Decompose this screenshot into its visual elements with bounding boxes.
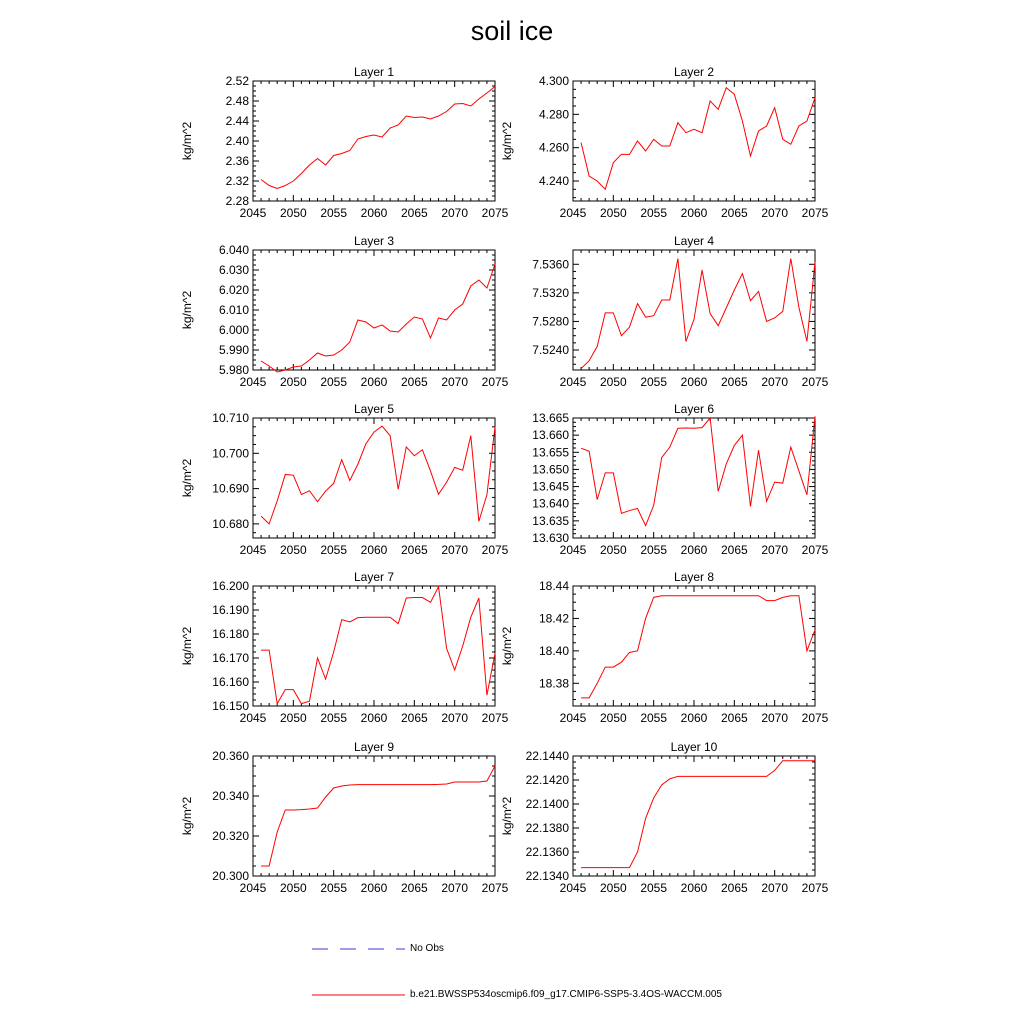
panel-9-frame (253, 756, 495, 876)
panel-3-xtick-label: 2065 (400, 375, 428, 389)
legend-model-line (310, 989, 410, 1001)
panel-4-ytick-label: 7.5280 (532, 314, 569, 329)
panel-7-xtick-label: 2075 (481, 711, 509, 725)
panel-1-ytick-label: 2.48 (225, 94, 249, 108)
panel-3-xtick-label: 2070 (441, 375, 469, 389)
panel-2-ylabel: kg/m^2 (500, 121, 514, 161)
panel-7-title: Layer 7 (353, 570, 395, 584)
panel-4-ytick-label: 7.5320 (532, 285, 569, 300)
panel-10-ytick-label: 22.1440 (525, 749, 569, 763)
panel-6-ytick-label: 13.635 (532, 513, 569, 528)
panel-6-xtick-label: 2045 (559, 543, 587, 557)
figure-title: soil ice (470, 16, 554, 46)
panel-2-xtick-label: 2050 (599, 206, 627, 220)
panel-6-ytick-label: 13.645 (532, 479, 569, 494)
panel-1-xtick-label: 2055 (320, 206, 348, 220)
panel-1-xtick-label: 2050 (279, 206, 307, 220)
panel-10-xtick-label: 2055 (640, 881, 668, 895)
panel-2-ytick-label: 4.260 (538, 140, 569, 155)
panel-2-xtick-label: 2065 (720, 206, 748, 220)
panel-3-ytick-label: 5.980 (218, 363, 249, 377)
panel-6-xtick-label: 2050 (599, 543, 627, 557)
panel-7-xtick-label: 2060 (360, 711, 388, 725)
panel-10-xtick-label: 2065 (720, 881, 748, 895)
panel-1-ytick-label: 2.44 (225, 114, 249, 128)
panel-6-title: Layer 6 (673, 402, 715, 416)
panel-9-ytick-label: 20.320 (212, 829, 249, 843)
panel-7-xtick-label: 2055 (320, 711, 348, 725)
panel-6-ytick-label: 13.655 (532, 445, 569, 460)
panel-5-xtick-label: 2070 (441, 543, 469, 557)
panel-8-xtick-label: 2060 (680, 711, 708, 725)
panel-9-series-line (261, 766, 495, 866)
panel-2-title: Layer 2 (673, 65, 715, 79)
panel-9-xtick-label: 2075 (481, 881, 509, 895)
panel-6-ytick-label: 13.650 (532, 462, 569, 477)
panel-6-ytick-label: 13.640 (532, 496, 569, 511)
panel-5-ytick-label: 10.710 (212, 411, 249, 425)
panel-6-ytick-label: 13.665 (532, 411, 569, 425)
panel-2-xtick-label: 2045 (559, 206, 587, 220)
panel-1-xtick-label: 2070 (441, 206, 469, 220)
panel-8-xtick-label: 2050 (599, 711, 627, 725)
panel-7-frame (253, 586, 495, 706)
panel-9-xtick-label: 2055 (320, 881, 348, 895)
panel-10-series-line (581, 761, 815, 868)
panel-3-ytick-label: 6.040 (218, 243, 249, 257)
panel-1-xtick-label: 2060 (360, 206, 388, 220)
panel-8-ytick-label: 18.40 (538, 643, 569, 658)
panel-3-xtick-label: 2060 (360, 375, 388, 389)
panel-8-ytick-label: 18.42 (538, 611, 569, 626)
panel-8-frame (573, 586, 815, 706)
panel-5-title: Layer 5 (353, 402, 395, 416)
panel-6-xtick-label: 2065 (720, 543, 748, 557)
panel-6-series-line (581, 416, 815, 525)
legend-obs-label: No Obs (410, 943, 444, 954)
panel-5-xtick-label: 2060 (360, 543, 388, 557)
panel-3-xtick-label: 2045 (239, 375, 267, 389)
panel-8-xtick-label: 2045 (559, 711, 587, 725)
panel-3-xtick-label: 2075 (481, 375, 509, 389)
panel-9-ylabel: kg/m^2 (180, 796, 194, 836)
panel-6-xtick-label: 2060 (680, 543, 708, 557)
panel-10-xtick-label: 2060 (680, 881, 708, 895)
panel-4-xtick-label: 2075 (801, 375, 829, 389)
panel-6-ytick-label: 13.660 (532, 428, 569, 443)
panel-4-xtick-label: 2055 (640, 375, 668, 389)
panel-8-title: Layer 8 (673, 570, 715, 584)
panel-1-xtick-label: 2045 (239, 206, 267, 220)
panel-4-ytick-label: 7.5360 (532, 257, 569, 272)
panel-1-series-line (261, 87, 495, 189)
panel-9-xtick-label: 2045 (239, 881, 267, 895)
panel-3-ytick-label: 6.010 (218, 303, 249, 317)
panel-6-xtick-label: 2075 (801, 543, 829, 557)
panel-5-xtick-label: 2055 (320, 543, 348, 557)
panel-5-ytick-label: 10.700 (212, 446, 249, 461)
panel-7-ytick-label: 16.170 (212, 651, 249, 665)
panel-9-xtick-label: 2070 (441, 881, 469, 895)
panel-4-series-line (581, 259, 815, 369)
panel-10-frame (573, 756, 815, 876)
panel-9-ytick-label: 20.360 (212, 749, 249, 763)
panel-2-xtick-label: 2055 (640, 206, 668, 220)
panel-2-series-line (581, 88, 815, 190)
panel-5-xtick-label: 2065 (400, 543, 428, 557)
panel-1-ytick-label: 2.52 (225, 74, 249, 88)
panel-1-xtick-label: 2075 (481, 206, 509, 220)
panel-8-ylabel: kg/m^2 (500, 626, 514, 666)
panel-6-xtick-label: 2055 (640, 543, 668, 557)
panel-3-ytick-label: 6.020 (218, 283, 249, 297)
panel-5-ytick-label: 10.690 (212, 481, 249, 496)
panel-1-ytick-label: 2.40 (225, 134, 249, 148)
panel-3-frame (253, 250, 495, 370)
panel-10-ytick-label: 22.1420 (525, 773, 569, 787)
panel-3-xtick-label: 2055 (320, 375, 348, 389)
panel-10-ytick-label: 22.1340 (525, 869, 569, 883)
panel-4-title: Layer 4 (673, 234, 715, 248)
panel-6-xtick-label: 2070 (761, 543, 789, 557)
panel-7-xtick-label: 2050 (279, 711, 307, 725)
panel-6-frame (573, 418, 815, 538)
panel-10-xtick-label: 2050 (599, 881, 627, 895)
panel-1-xtick-label: 2065 (400, 206, 428, 220)
panel-8-xtick-label: 2065 (720, 711, 748, 725)
legend-model-label: b.e21.BWSSP534oscmip6.f09_g17.CMIP6-SSP5-3.4OS-WACCM.005 (410, 989, 722, 1000)
panel-7-ytick-label: 16.190 (212, 603, 249, 617)
panel-2-xtick-label: 2060 (680, 206, 708, 220)
panel-10-ytick-label: 22.1400 (525, 797, 569, 811)
panel-7-ytick-label: 16.150 (212, 699, 249, 713)
panel-7-ytick-label: 16.160 (212, 675, 249, 689)
panel-9-xtick-label: 2050 (279, 881, 307, 895)
panel-5-ytick-label: 10.680 (212, 516, 249, 531)
panel-1-ytick-label: 2.32 (225, 174, 249, 188)
panel-2-xtick-label: 2070 (761, 206, 789, 220)
panel-4-xtick-label: 2050 (599, 375, 627, 389)
panel-3-ytick-label: 6.000 (218, 323, 249, 337)
panel-1-ytick-label: 2.28 (225, 194, 249, 208)
panel-3-series-line (261, 264, 495, 372)
panel-10-ylabel: kg/m^2 (500, 796, 514, 836)
panel-10-xtick-label: 2070 (761, 881, 789, 895)
panel-9-ytick-label: 20.300 (212, 869, 249, 883)
panel-1-ylabel: kg/m^2 (180, 121, 194, 161)
panel-4-xtick-label: 2060 (680, 375, 708, 389)
panel-7-ylabel: kg/m^2 (180, 626, 194, 666)
panel-10-title: Layer 10 (670, 740, 718, 754)
panel-5-xtick-label: 2045 (239, 543, 267, 557)
panel-3-ytick-label: 6.030 (218, 263, 249, 277)
panel-4-frame (573, 250, 815, 370)
panel-5-series-line (261, 426, 495, 524)
panel-2-ytick-label: 4.240 (538, 174, 569, 188)
panel-8-xtick-label: 2055 (640, 711, 668, 725)
panel-10-ytick-label: 22.1380 (525, 821, 569, 835)
panel-7-xtick-label: 2045 (239, 711, 267, 725)
panel-3-title: Layer 3 (353, 234, 395, 248)
panel-8-series-line (581, 596, 815, 698)
panel-2-ytick-label: 4.300 (538, 74, 569, 88)
panel-5-xtick-label: 2050 (279, 543, 307, 557)
panel-4-xtick-label: 2070 (761, 375, 789, 389)
panel-4-xtick-label: 2065 (720, 375, 748, 389)
panel-1-ytick-label: 2.36 (225, 154, 249, 168)
panel-4-ytick-label: 7.5240 (532, 343, 569, 357)
panel-4-xtick-label: 2045 (559, 375, 587, 389)
panel-7-series-line (261, 587, 495, 704)
legend-obs-line (310, 943, 410, 955)
panel-8-xtick-label: 2075 (801, 711, 829, 725)
panel-3-xtick-label: 2050 (279, 375, 307, 389)
panel-10-ytick-label: 22.1360 (525, 845, 569, 859)
panel-9-xtick-label: 2065 (400, 881, 428, 895)
panel-10-xtick-label: 2045 (559, 881, 587, 895)
panel-9-xtick-label: 2060 (360, 881, 388, 895)
panel-7-ytick-label: 16.180 (212, 627, 249, 641)
panel-6-ytick-label: 13.630 (532, 531, 569, 545)
panel-9-title: Layer 9 (353, 740, 395, 754)
panel-9-ytick-label: 20.340 (212, 789, 249, 803)
panel-8-ytick-label: 18.38 (538, 676, 569, 691)
panel-5-xtick-label: 2075 (481, 543, 509, 557)
panel-7-xtick-label: 2065 (400, 711, 428, 725)
panel-7-ytick-label: 16.200 (212, 579, 249, 593)
panel-3-ytick-label: 5.990 (218, 343, 249, 357)
panel-7-xtick-label: 2070 (441, 711, 469, 725)
panel-1-title: Layer 1 (353, 65, 395, 79)
panel-5-frame (253, 418, 495, 538)
panel-10-xtick-label: 2075 (801, 881, 829, 895)
panel-5-ylabel: kg/m^2 (180, 458, 194, 498)
panel-2-ytick-label: 4.280 (538, 107, 569, 122)
panel-8-ytick-label: 18.44 (538, 579, 569, 593)
panel-3-ylabel: kg/m^2 (180, 290, 194, 330)
panel-8-xtick-label: 2070 (761, 711, 789, 725)
panel-2-xtick-label: 2075 (801, 206, 829, 220)
panel-2-frame (573, 81, 815, 201)
